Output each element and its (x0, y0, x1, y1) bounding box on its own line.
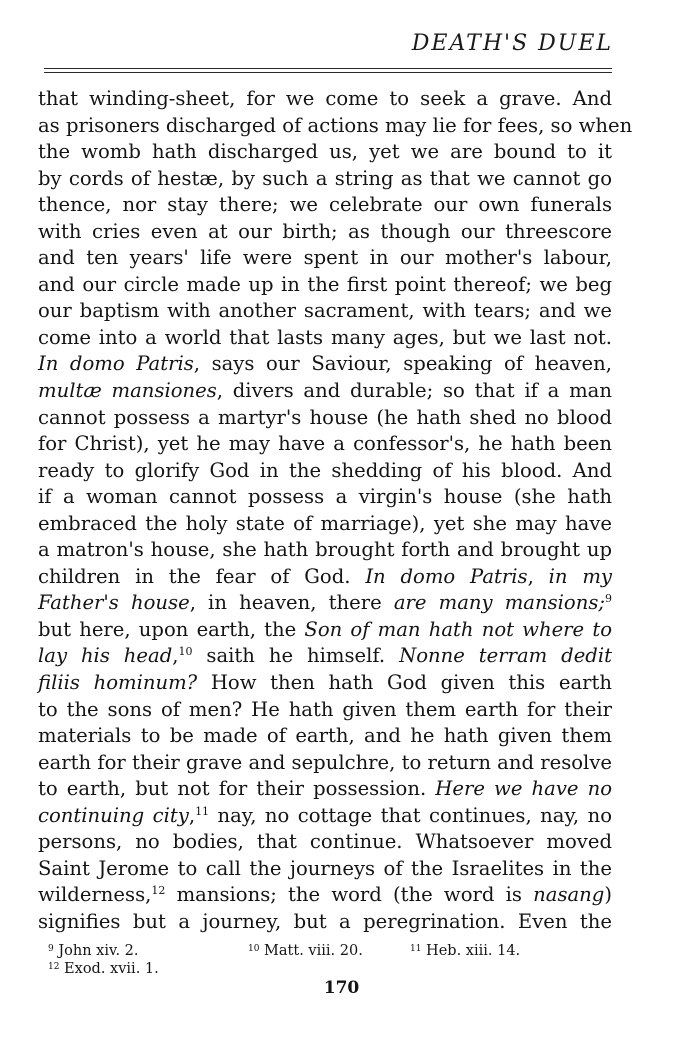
text-run: persons, no bodies, that continue. Whatsoever moved (38, 830, 612, 854)
footnote-text: Heb. xiii. 14. (421, 943, 521, 959)
footnote-number: 11 (410, 944, 422, 954)
italic-text: Here we have no (435, 777, 612, 801)
italic-text: In domo Patris (365, 564, 528, 588)
text-run: , says our Saviour, speaking of heaven, (193, 352, 612, 376)
text-run: but here, upon earth, the (38, 617, 305, 641)
text-run: and ten years' life were spent in our mother's labour, (38, 246, 612, 270)
text-line (38, 856, 612, 883)
text-run: embraced the holy state of marriage), yet she may have (38, 511, 612, 535)
text-run: cannot possess a martyr's house (he hath shed no blood (38, 405, 612, 429)
footnote-marker: 11 (195, 804, 210, 818)
text-line (38, 192, 612, 219)
text-run: the womb hath discharged us, yet we are bound to it (38, 140, 612, 164)
text-run: nay, no cottage that continues, nay, no (209, 803, 612, 827)
text-line (38, 617, 612, 644)
footnote-text: Matt. viii. 20. (259, 943, 363, 959)
text-line (38, 484, 612, 511)
text-line (38, 86, 612, 113)
text-line (38, 590, 612, 617)
text-run: , divers and durable; so that if a man (216, 379, 612, 403)
footnote (248, 942, 410, 960)
text-line (38, 750, 612, 777)
italic-text: in my (548, 564, 612, 588)
text-line (38, 378, 612, 405)
italic-text: filiis hominum? (38, 671, 198, 695)
text-run: How then hath God given this earth (197, 671, 612, 695)
italic-text: Nonne terram dedit (399, 644, 612, 668)
text-line (38, 723, 612, 750)
text-run: , in heaven, there (189, 591, 394, 615)
text-run: with cries even at our birth; as though our threescore (38, 219, 612, 243)
text-line (38, 139, 612, 166)
text-run: to earth, but not for their possession. (38, 777, 436, 801)
text-line (38, 697, 612, 724)
text-run: come into a world that lasts many ages, but we last not. (38, 325, 612, 349)
text-run: , (527, 564, 549, 588)
footnote (410, 942, 520, 960)
footnote (48, 942, 248, 960)
footnote-number: 10 (248, 944, 260, 954)
footnote-marker: 9 (605, 592, 612, 606)
text-line (38, 909, 612, 936)
text-run: that winding-sheet, for we come to seek a grave. And (38, 87, 612, 110)
text-line (38, 882, 612, 909)
text-line (38, 458, 612, 485)
header-rule (44, 68, 612, 69)
italic-text: In domo Patris (38, 352, 194, 376)
footnote-text: John xiv. 2. (53, 943, 139, 959)
text-run: if a woman cannot possess a virgin's house (she hath (38, 485, 612, 509)
text-run: by cords of hestæ, by such a string as that we cannot go (38, 166, 612, 190)
text-run: , (188, 803, 196, 827)
italic-text: are many mansions; (393, 591, 605, 615)
text-run: signifies but a journey, but a peregrination. Even the (38, 909, 612, 933)
text-line (38, 537, 612, 564)
footnote (48, 960, 248, 978)
footnote-marker: 12 (151, 884, 166, 898)
text-run: wilderness, (38, 883, 152, 907)
text-line (38, 431, 612, 458)
header-rule (44, 72, 612, 73)
text-line (38, 776, 612, 803)
text-run: , (172, 644, 179, 668)
text-line (38, 113, 633, 140)
footnotes (48, 942, 520, 978)
text-run: materials to be made of earth, and he hath given them (38, 724, 612, 748)
footnote-number: 9 (48, 944, 54, 954)
text-line (38, 325, 612, 352)
text-line (38, 298, 612, 325)
italic-text: Father's house (38, 591, 190, 615)
text-run: a matron's house, she hath brought forth and brought up (38, 538, 612, 562)
text-line (38, 351, 612, 378)
text-line (38, 272, 612, 299)
footnote-text: Exod. xvii. 1. (59, 961, 159, 977)
text-line (38, 564, 612, 591)
body-text (38, 86, 633, 936)
page-number: 170 (323, 978, 360, 998)
text-run: and our circle made up in the first point thereof; we beg (38, 272, 612, 296)
text-line (38, 245, 612, 272)
text-line (38, 643, 612, 670)
text-run: Saint Jerome to call the journeys of the Israelites in the (38, 856, 612, 880)
footnote-row (48, 942, 520, 960)
text-run: ready to glorify God in the shedding of his blood. And (38, 458, 612, 482)
text-run: thence, nor stay there; we celebrate our own funerals (38, 193, 612, 217)
text-run: as prisoners discharged of actions may lie for fees, so when (38, 113, 633, 137)
text-line (38, 829, 612, 856)
text-run: ) (604, 883, 612, 907)
text-run: saith he himself. (192, 644, 400, 668)
text-run: to the sons of men? He hath given them earth for their (38, 697, 612, 721)
text-line (38, 670, 612, 697)
italic-text: multæ mansiones (38, 379, 217, 403)
text-line (38, 511, 612, 538)
italic-text: nasang (533, 883, 605, 907)
text-line (38, 803, 612, 830)
text-run: children in the fear of God. (38, 564, 366, 588)
italic-text: continuing city (38, 803, 189, 827)
footnote-number: 12 (48, 962, 60, 972)
text-run: earth for their grave and sepulchre, to return and resolve (38, 750, 612, 774)
footnote-row (48, 960, 520, 978)
italic-text: lay his head (38, 644, 173, 668)
running-head: DEATH'S DUEL (411, 31, 613, 56)
text-line (38, 405, 612, 432)
footnote-marker: 10 (178, 645, 193, 659)
text-run: for Christ), yet he may have a confessor's, he hath been (38, 432, 612, 456)
text-line (38, 166, 612, 193)
italic-text: Son of man hath not where to (304, 617, 612, 641)
text-run: mansions; the word (the word is (165, 883, 534, 907)
text-line (38, 219, 612, 246)
text-run: our baptism with another sacrament, with tears; and we (38, 299, 612, 323)
